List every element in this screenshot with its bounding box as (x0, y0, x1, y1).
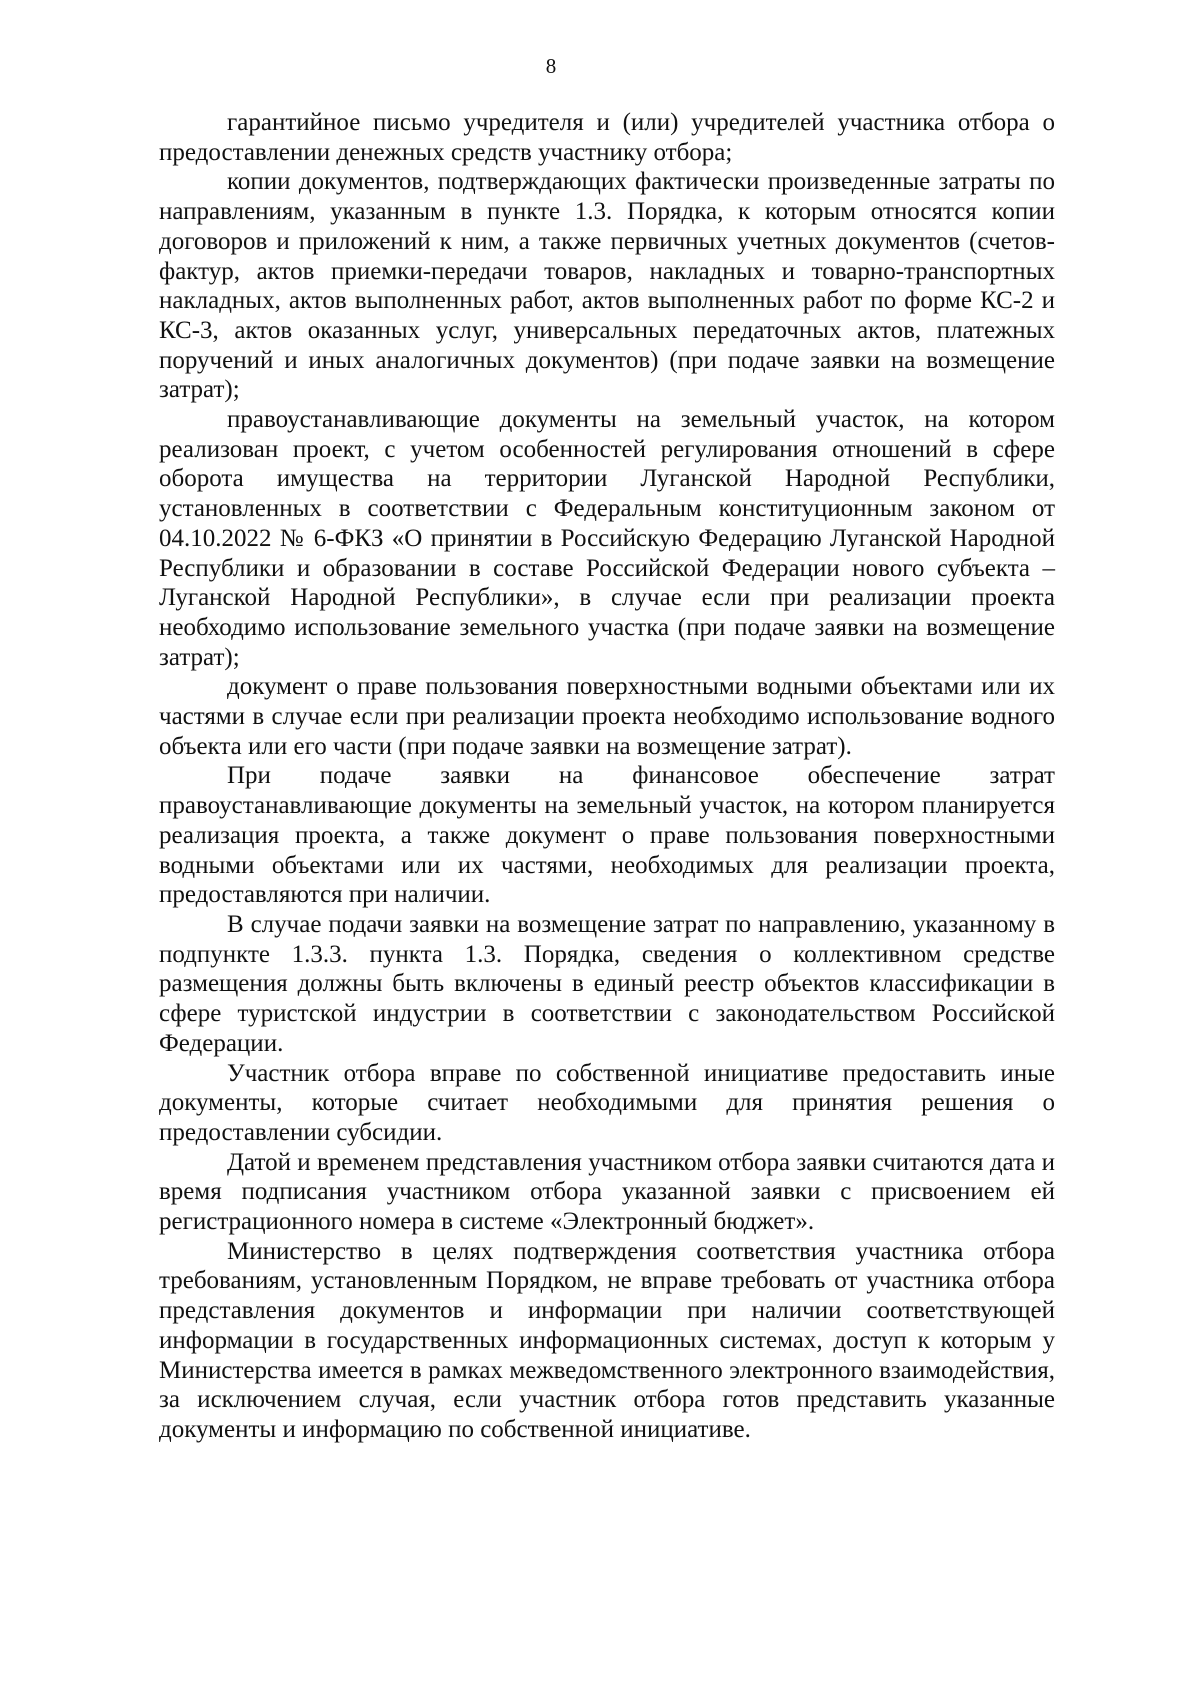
paragraph-submission-date: Датой и временем представления участником отбора заявки считаются дата и время подписания участником отбора указанной заявки с присвоением ей регистрационного номера в системе «Электронный бюджет». (159, 1148, 1055, 1236)
paragraph-ministry-verification: Министерство в целях подтверждения соответствия участника отбора требованиям, установленным Порядком, не вправе требовать от участника отбора представления документов и информации при наличии соответствующей информации в государственных информационных системах, доступ к которым у Министерства имеется в рамках межведомственного электронного взаимодействия, за исключением случая, если участник отбора готов представить указанные документы и информацию по собственной инициативе. (159, 1237, 1055, 1443)
page-number: 8 (545, 54, 557, 78)
paragraph-water-use-document: документ о праве пользования поверхностными водными объектами или их частями в случае если при реализации проекта необходимо использование водного объекта или его части (при подаче заявки на возмещение затрат). (159, 673, 1055, 760)
paragraph-expense-documents: копии документов, подтверждающих фактически произведенные затраты по направлениям, указанным в пункте 1.3. Порядка, к которым относятся копии договоров и приложений к ним, а также первичных учетных документов (счетов-фактур, актов приемки-передачи товаров, накладных и товарно-транспортных накладных, актов выполненных работ, актов выполненных работ по форме КС-2 и КС-3, актов оказанных услуг, универсальных передаточных актов, платежных поручений и иных аналогичных документов) (при подаче заявки на возмещение затрат); (159, 168, 1055, 404)
paragraph-guarantee-letter: гарантийное письмо учредителя и (или) учредителей участника отбора о предоставлении денежных средств участнику отбора; (159, 109, 1055, 166)
paragraph-additional-documents: Участник отбора вправе по собственной инициативе предоставить иные документы, которые считает необходимыми для принятия решения о предоставлении субсидии. (159, 1059, 1055, 1146)
document-body (159, 108, 1055, 1445)
paragraph-land-title-documents: правоустанавливающие документы на земельный участок, на котором реализован проект, с учетом особенностей регулирования отношений в сфере оборота имущества на территории Луганской Народной Республики, установленных в соответствии с Федеральным конституционным законом от 04.10.2022 № 6-ФКЗ «О принятии в Российскую Федерацию Луганской Народной Республики и образовании в составе Российской Федерации нового субъекта – Луганской Народной Республики», в случае если при реализации проекта необходимо использование земельного участка (при подаче заявки на возмещение затрат); (159, 406, 1055, 671)
paragraph-financial-support-application: При подаче заявки на финансовое обеспечение затрат правоустанавливающие документы на земельный участок, на котором планируется реализация проекта, а также документ о праве пользования поверхностными водными объектами или их частями, необходимых для реализации проекта, предоставляются при наличии. (159, 762, 1055, 909)
paragraph-collective-accommodation: В случае подачи заявки на возмещение затрат по направлению, указанному в подпункте 1.3.3. пункта 1.3. Порядка, сведения о коллективном средстве размещения должны быть включены в единый реестр объектов классификации в сфере туристской индустрии в соответствии с законодательством Российской Федерации. (159, 910, 1055, 1057)
